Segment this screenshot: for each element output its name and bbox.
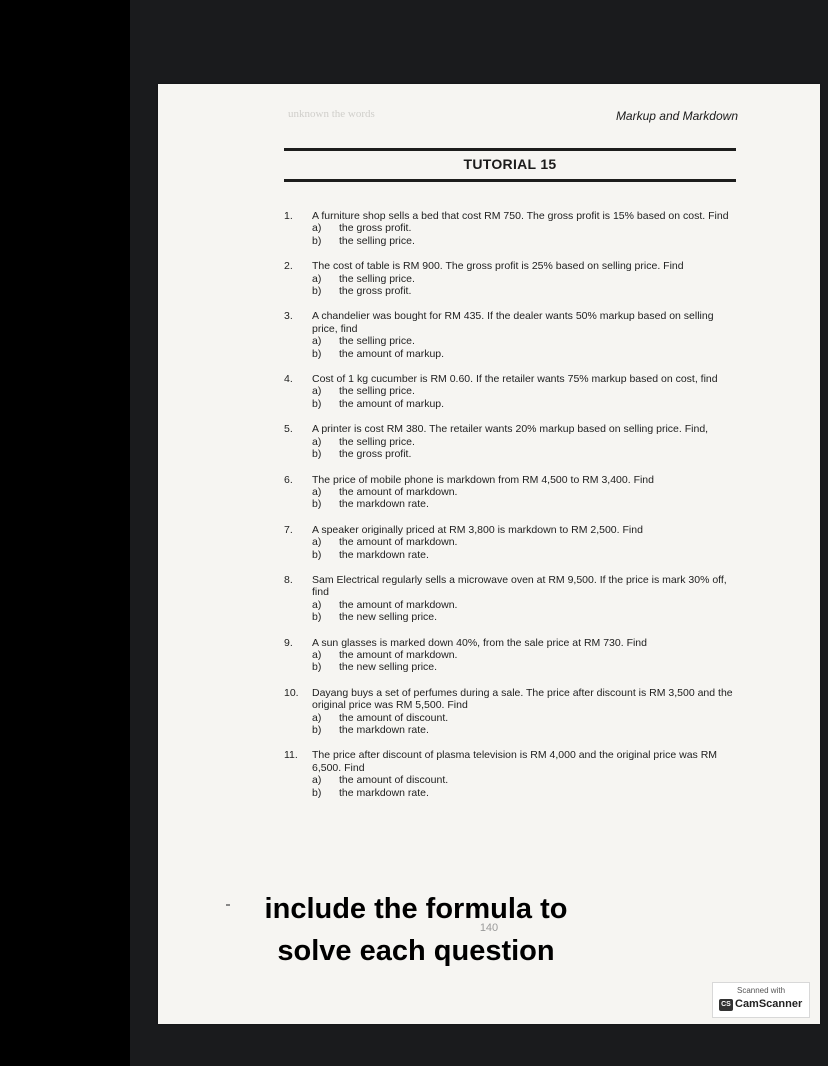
question-3 (284, 310, 734, 360)
option-a: a) the amount of markdown. (312, 485, 458, 498)
option-a: a) the amount of discount. (312, 711, 449, 724)
question-number: 10. (284, 686, 299, 699)
watermark-caption: Scanned with (736, 986, 786, 995)
option-b: b) the amount of markup. (312, 347, 445, 360)
question-text: A chandelier was bought for RM 435. If the dealer wants 50% markup based on selling price, find (312, 310, 714, 335)
option-a: a) the amount of markdown. (312, 536, 458, 549)
question-text: A furniture shop sells a bed that cost RM 750. The gross profit is 15% based on cost. Find (312, 210, 729, 222)
option-b: b) the markdown rate. (312, 548, 429, 561)
question-5 (284, 423, 734, 460)
question-7 (284, 524, 734, 561)
option-a: a) the selling price. (312, 335, 415, 348)
option-b: b) the markdown rate. (312, 498, 429, 511)
option-a: a) the amount of markdown. (312, 598, 458, 611)
faint-bleed-text: unknown the words (288, 108, 375, 120)
scanned-page (158, 84, 820, 1024)
question-number: 2. (284, 260, 293, 273)
option-b: b) the amount of markup. (312, 397, 445, 410)
question-9 (284, 637, 734, 674)
question-number: 5. (284, 423, 293, 436)
option-b: b) the new selling price. (312, 661, 438, 674)
camscanner-logo-icon: CS (719, 999, 733, 1011)
caption-overlay (206, 888, 626, 972)
option-b: b) the gross profit. (312, 448, 412, 461)
watermark-name: CamScanner (735, 998, 803, 1010)
option-b: b) the new selling price. (312, 611, 438, 624)
tutorial-title: TUTORIAL 15 (463, 156, 557, 172)
title-rule-bottom (284, 179, 736, 182)
question-10 (284, 687, 734, 737)
question-number: 11. (284, 749, 298, 762)
question-text: Cost of 1 kg cucumber is RM 0.60. If the retailer wants 75% markup based on cost, find (312, 373, 718, 386)
question-text: A speaker originally priced at RM 3,800 is markdown to RM 2,500. Find (312, 523, 643, 536)
question-list (284, 210, 734, 812)
question-number: 3. (284, 310, 293, 323)
question-text: The cost of table is RM 900. The gross profit is 25% based on selling price. Find (312, 260, 684, 273)
question-2 (284, 260, 734, 297)
option-b: b) the selling price. (312, 234, 415, 247)
option-b: b) the markdown rate. (312, 786, 429, 799)
question-1 (284, 210, 734, 247)
option-a: a) the amount of discount. (312, 774, 449, 787)
running-head: Markup and Markdown (615, 109, 738, 123)
question-text: Dayang buys a set of perfumes during a sale. The price after discount is RM 3,500 and the original price was RM 5,500. Find (312, 686, 733, 712)
question-text: The price after discount of plasma television is RM 4,000 and the original price was RM 6,500. Find (312, 749, 718, 774)
left-black-margin (0, 0, 130, 1066)
question-number: 4. (284, 373, 293, 386)
question-number: 6. (284, 473, 293, 486)
question-text: A sun glasses is marked down 40%, from the sale price at RM 730. Find (312, 636, 647, 649)
caption-line-2: solve each question (277, 935, 555, 967)
option-a: a) the selling price. (312, 435, 415, 448)
question-6 (284, 474, 734, 511)
option-b: b) the markdown rate. (312, 724, 429, 736)
question-text: A printer is cost RM 380. The retailer wants 20% markup based on selling price. Find, (312, 423, 709, 436)
question-11 (284, 749, 734, 799)
question-text: Sam Electrical regularly sells a microwave oven at RM 9,500. If the price is mark 30% off, find (312, 573, 727, 599)
question-number: 9. (284, 636, 293, 649)
question-number: 1. (284, 210, 293, 222)
camscanner-watermark (712, 982, 810, 1018)
page-number: 140 (479, 922, 499, 934)
option-a: a) the selling price. (312, 272, 415, 285)
option-a: a) the gross profit. (312, 222, 412, 235)
question-number: 7. (284, 523, 293, 536)
option-a: a) the amount of markdown. (312, 648, 458, 661)
caption-line-1: include the formula to (264, 893, 568, 925)
option-b: b) the gross profit. (312, 285, 412, 298)
title-rule-top (284, 148, 736, 151)
question-text: The price of mobile phone is markdown from RM 4,500 to RM 3,400. Find (312, 473, 654, 486)
question-8 (284, 574, 734, 624)
question-4 (284, 373, 734, 410)
question-number: 8. (284, 573, 293, 586)
option-a: a) the selling price. (312, 385, 415, 398)
